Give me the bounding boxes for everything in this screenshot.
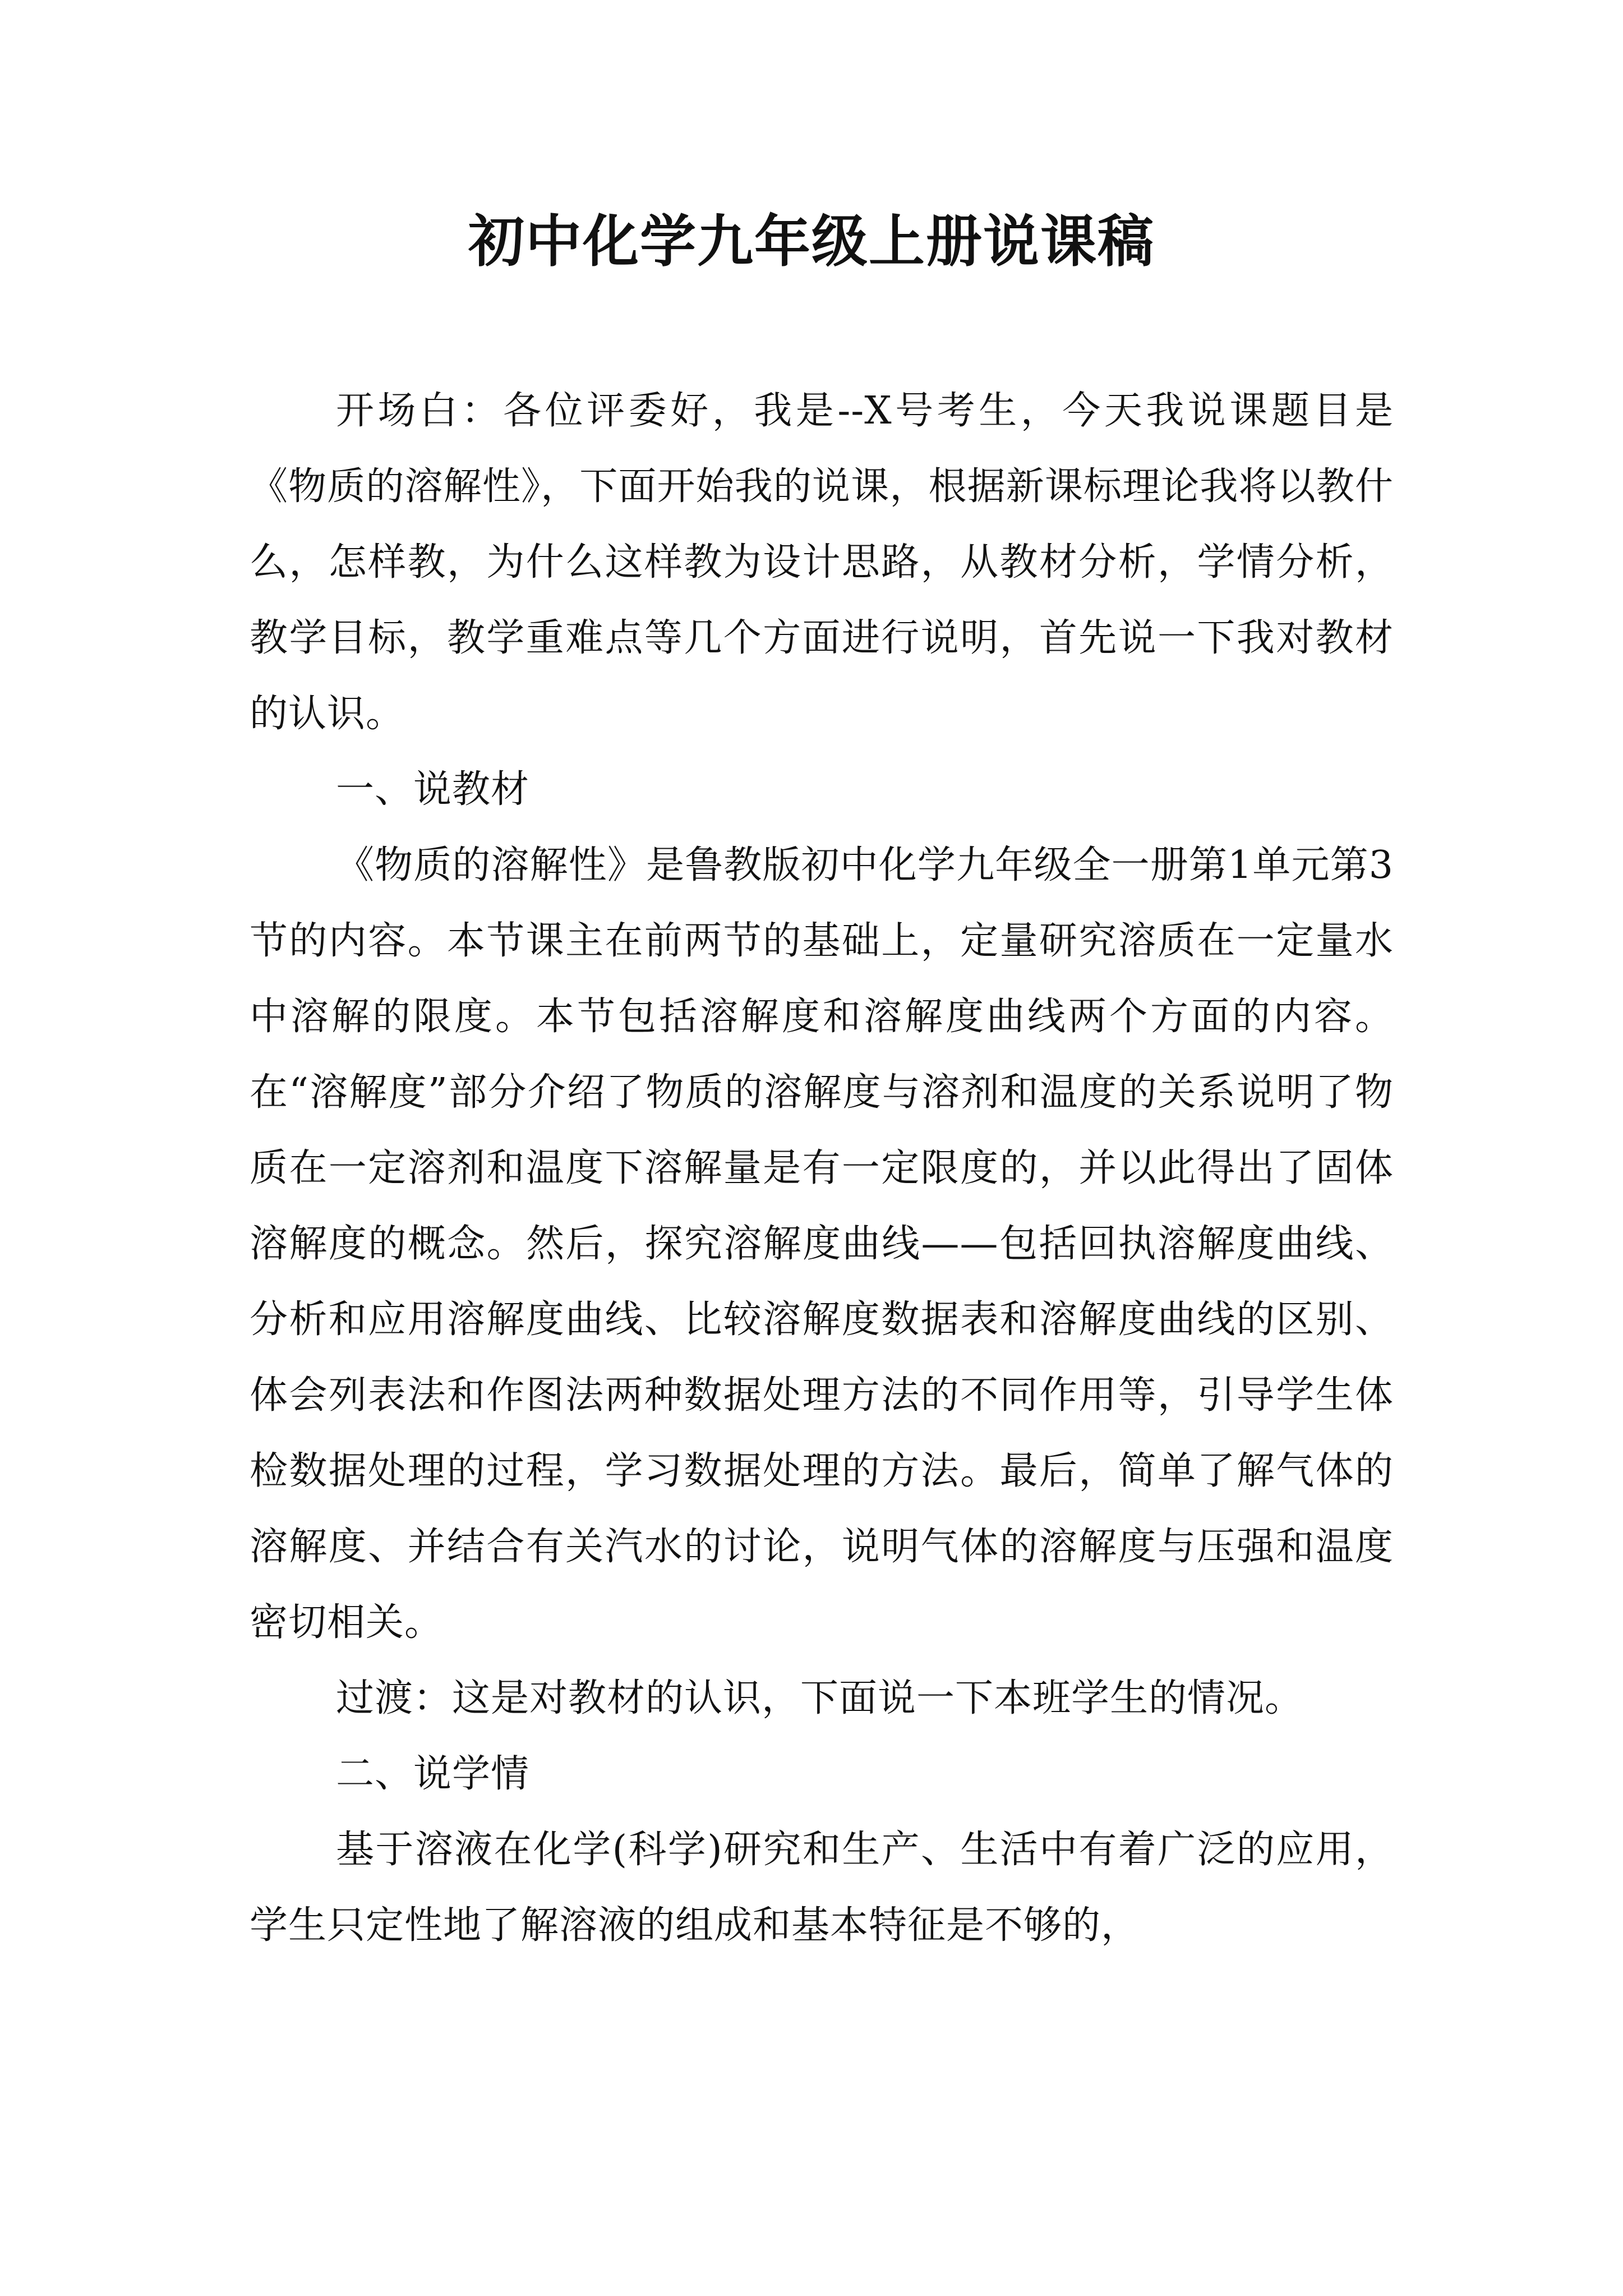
section-heading-textbook: 一、说教材: [336, 767, 530, 812]
section-heading-students: 二、说学情: [336, 1752, 530, 1796]
paragraph-students: 基于溶液在化学(科学)研究和生产、生活中有着广泛的应用，学生只定性地了解溶液的组成和基本特征是不够的，: [250, 1828, 1394, 1948]
document-title: 初中化学九年级上册说课稿: [468, 208, 1155, 274]
paragraph-textbook: 《物质的溶解性》是鲁教版初中化学九年级全一册第1单元第3节的内容。本节课主在前两节的基础上，定量研究溶质在一定量水中溶解的限度。本节包括溶解度和溶解度曲线两个方面的内容。在“溶解度”部分介绍了物质的溶解度与溶剂和温度的关系说明了物质在一定溶剂和温度下溶解量是有一定限度的，并以此得出了固体溶解度的概念。然后，探究溶解度曲线——包括回执溶解度曲线、分析和应用溶解度曲线、比较溶解度数据表和溶解度曲线的区别、体会列表法和作图法两种数据处理方法的不同作用等，引导学生体检数据处理的过程，学习数据处理的方法。最后，简单了解气体的溶解度、并结合有关汽水的讨论，说明气体的溶解度与压强和温度密切相关。: [250, 843, 1394, 1645]
paragraph-opening: 开场白：各位评委好，我是--X号考生，今天我说课题目是《物质的溶解性》，下面开始我的说课，根据新课标理论我将以教什么，怎样教，为什么这样教为设计思路，从教材分析，学情分析，教学目标，教学重难点等几个方面进行说明，首先说一下我对教材的认识。: [250, 389, 1394, 736]
paragraph-transition: 过渡：这是对教材的认识，下面说一下本班学生的情况。: [336, 1676, 1304, 1720]
document-body: [250, 373, 1394, 1963]
